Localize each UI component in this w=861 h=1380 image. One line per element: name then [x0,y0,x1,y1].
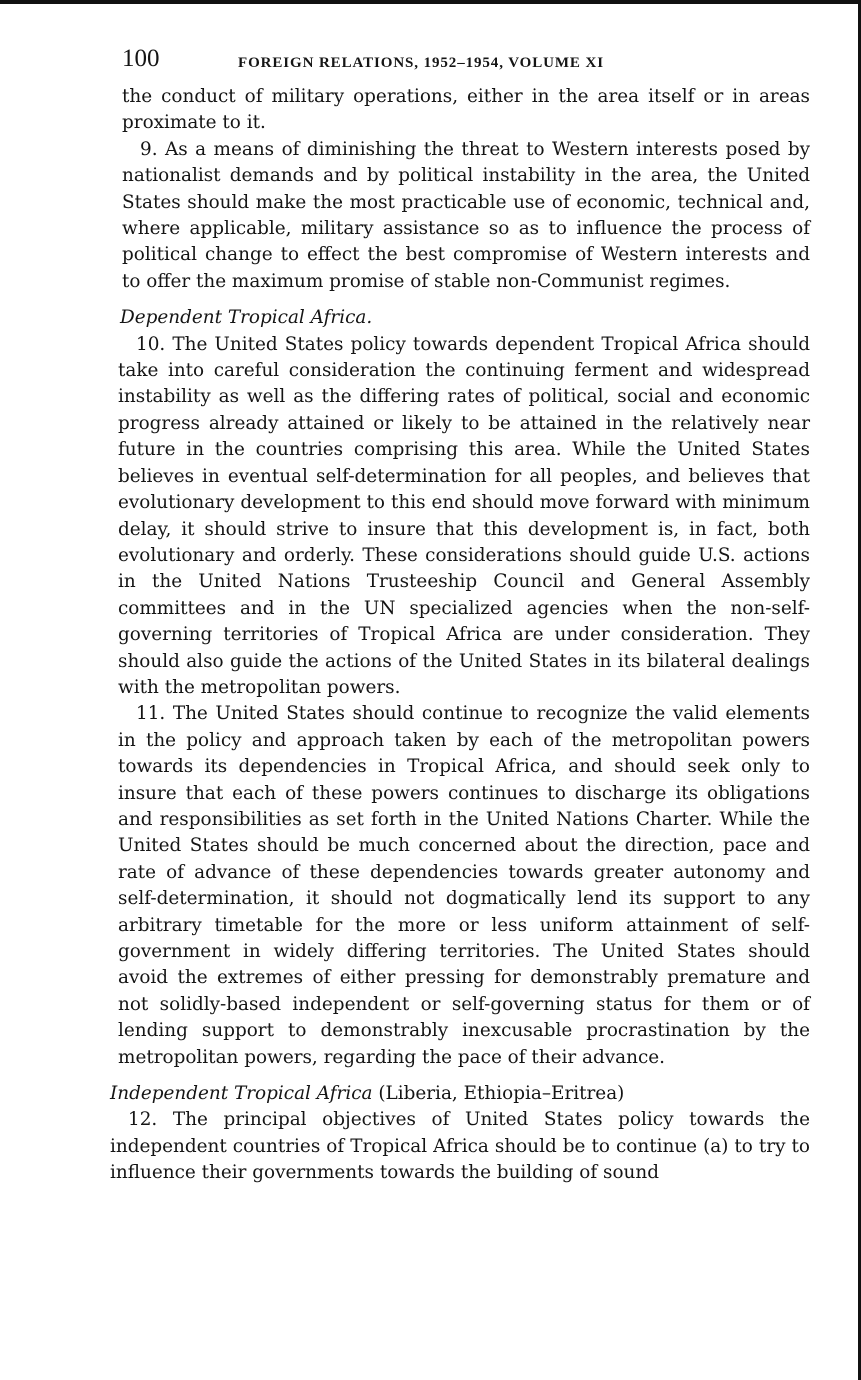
page-number: 100 [122,45,160,72]
section-heading-independent-suffix: (Liberia, Ethiopia–Eritrea) [378,1083,625,1105]
document-page [110,40,810,1187]
section-heading-independent [110,1081,810,1107]
page-top-border [0,0,861,4]
paragraph-11: 11. The United States should continue to recognize the valid elements in the policy and approach taken by each of the metropolitan powers towards its dependencies in Tropical Africa, and should seek only to insure that each of these powers continues to discharge its obligations and responsibilities as set forth in the United Nations Charter. While the United States should be much concerned about the direction, pace and rate of advance of these dependencies towards greater autonomy and self-determination, it should not dogmatically lend its support to any arbitrary timetable for the more or less uniform attainment of self-government in widely differing territories. The United States should avoid the extremes of either pressing for demonstrably premature and not solidly-based independent or self-governing status for them or of lending support to demonstrably inexcusable procrastination by the metropolitan powers, regarding the pace of their advance. [118,703,810,1068]
continuation-paragraph: the conduct of military operations, either in the area itself or in areas proximate to it. [122,86,810,134]
page-header [110,40,810,84]
paragraph-12: 12. The principal objectives of United States policy towards the independent countries of Tropical Africa should be to continue (a) to try to influence their governments towards the building of sound [110,1109,810,1184]
running-head: FOREIGN RELATIONS, 1952–1954, VOLUME XI [238,55,604,71]
paragraph-9: 9. As a means of diminishing the threat to Western interests posed by nationalist demands and by political instability in the area, the United States should make the most practicable use of economic, technical and, where applicable, military assistance so as to influence the process of political change to effect the best compromise of Western interests and to offer the maximum promise of stable non-Communist regimes. [122,138,810,292]
section-heading-dependent: Dependent Tropical Africa. [120,307,373,329]
section-heading-independent-title: Independent Tropical Africa [110,1083,373,1105]
paragraph-10: 10. The United States policy towards dependent Tropical Africa should take into careful consideration the continuing ferment and widespread instability as well as the differing rates of political, social and economic progress already attained or likely to be attained in the relatively near future in the countries comprising this area. While the United States believes in eventual self-determination for all peoples, and believes that evolutionary development to this end should move forward with minimum delay, it should strive to insure that this development is, in fact, both evolutionary and orderly. These considerations should guide U.S. actions in the United Nations Trusteeship Council and General Assembly committees and in the UN specialized agencies when the non-self-governing territories of Tropical Africa are under consideration. They should also guide the actions of the United States in its bilateral dealings with the metropolitan powers. [118,333,810,698]
document-body [110,84,810,1187]
last-block [110,1107,810,1186]
